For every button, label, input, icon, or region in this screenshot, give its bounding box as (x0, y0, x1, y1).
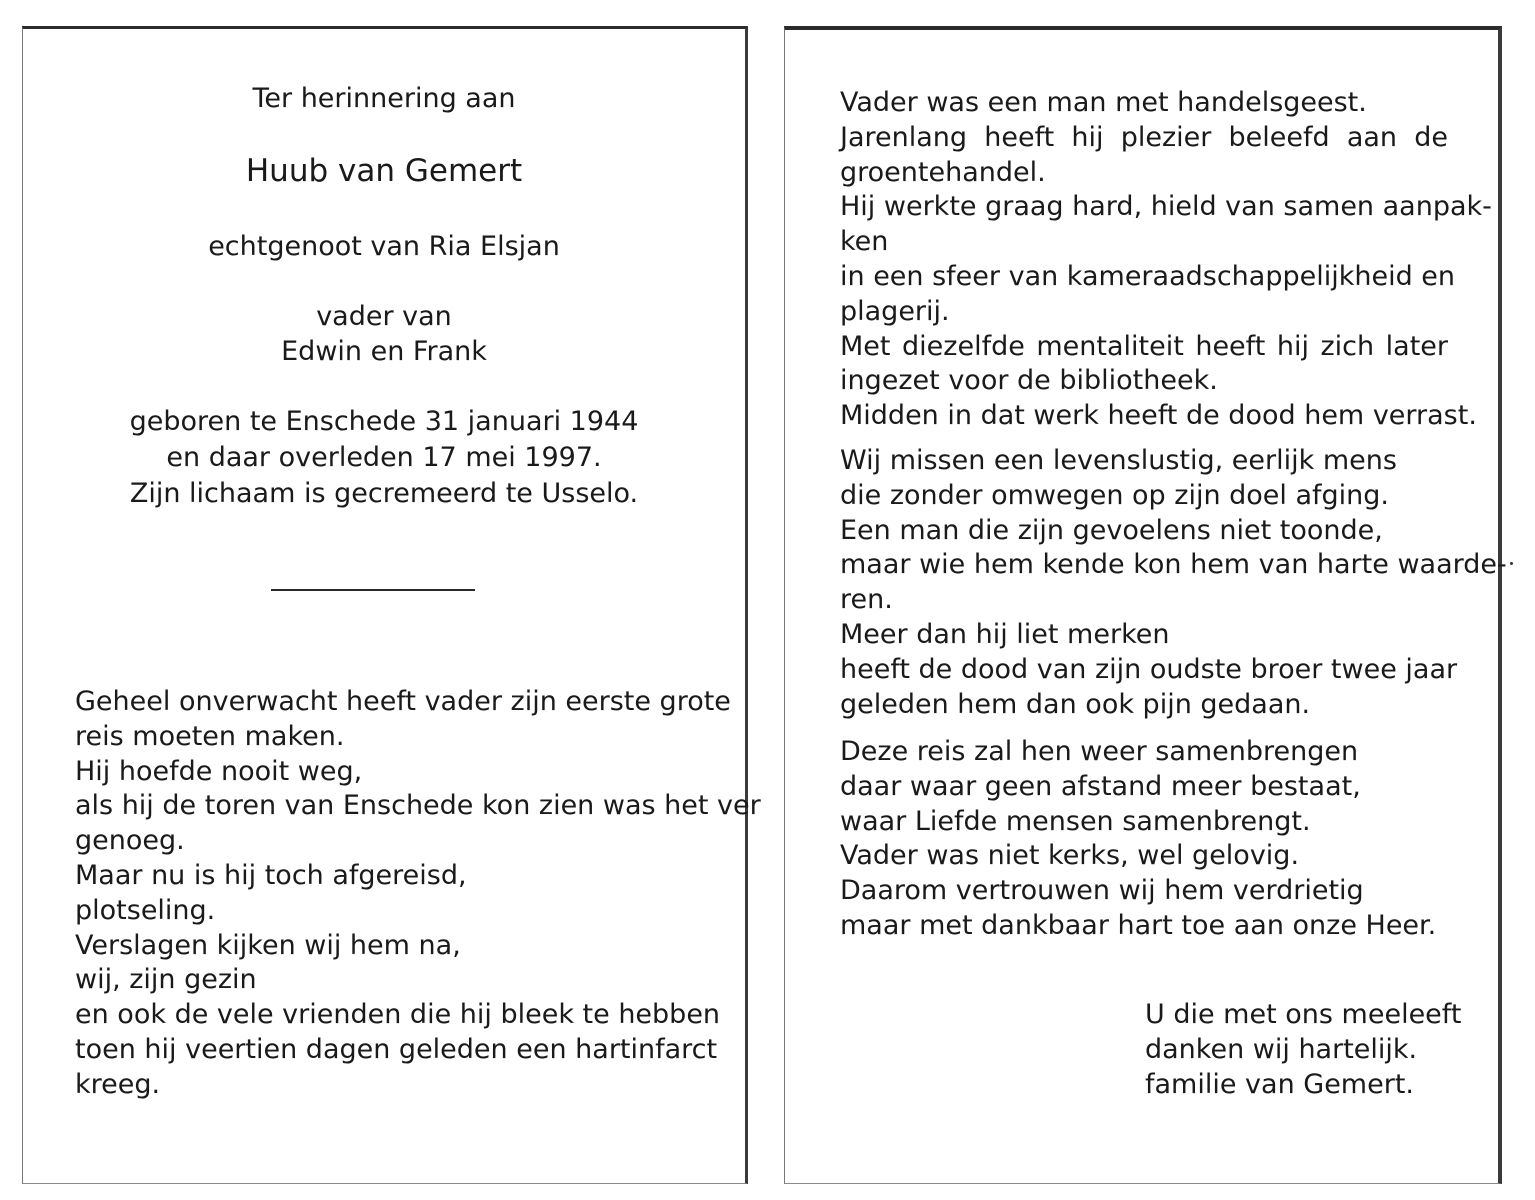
text-line: groentehandel. (840, 156, 1046, 188)
text-line: kreeg. (75, 1068, 161, 1100)
divider-rule (271, 589, 475, 591)
text-line: Maar nu is hij toch afgereisd, (75, 859, 467, 891)
intro-line: Ter herinnering aan (252, 83, 516, 114)
text-line: Deze reis zal hen weer samenbrengen (840, 736, 1359, 767)
text-line: geleden hem dan ook pijn gedaan. (840, 688, 1311, 720)
text-line: in een sfeer van kameraadschappelijkheid en (840, 260, 1456, 292)
text-line: Geheel onverwacht heeft vader zijn eerste grote (75, 686, 731, 717)
text-line: en ook de vele vrienden die hij bleek te hebben (75, 999, 721, 1031)
text-line: Vader was niet kerks, wel gelovig. (840, 840, 1300, 872)
text-line: Vader was een man met handelsgeest. (840, 87, 1367, 118)
text-line: ren. (840, 584, 893, 616)
text-line: Een man die zijn gevoelens niet toonde, (840, 514, 1383, 546)
text-line: reis moeten maken. (75, 720, 345, 752)
scan-speck (1510, 562, 1513, 565)
text-line: als hij de toren van Enschede kon zien was het ver (75, 790, 761, 822)
text-line: ingezet voor de bibliotheek. (840, 365, 1218, 397)
text-line: die zonder omwegen op zijn doel afging. (840, 479, 1390, 511)
text-line: U die met ons meeleeft (1145, 999, 1462, 1030)
spouse-line: echtgenoot van Ria Elsjan (208, 231, 560, 262)
left-poem (75, 685, 761, 1103)
text-line: familie van Gemert. (1145, 1068, 1414, 1100)
text-line: heeft de dood van zijn oudste broer twee jaar (840, 653, 1458, 685)
text-line: ken (840, 226, 889, 258)
birth-line: geboren te Enschede 31 januari 1944 (129, 406, 639, 437)
stanza-2 (840, 444, 1507, 722)
text-line: Verslagen kijken wij hem na, (75, 929, 461, 961)
text-line: Daarom vertrouwen wij hem verdrietig (840, 875, 1364, 907)
text-line: maar wie hem kende kon hem van harte waarde- (840, 549, 1507, 581)
children-line: Edwin en Frank (281, 336, 487, 367)
text-line: plagerij. (840, 295, 950, 327)
stanza-3 (840, 735, 1448, 944)
text-line: daar waar geen afstand meer bestaat, (840, 770, 1361, 802)
text-line: Wij missen een levenslustig, eerlijk mens (840, 445, 1397, 476)
text-line: genoeg. (75, 825, 185, 857)
text-line: Midden in dat werk heeft de dood hem verrast. (840, 400, 1477, 432)
text-line: Hij hoefde nooit weg, (75, 755, 363, 787)
text-line: Jarenlang heeft hij plezier beleefd aan de (840, 121, 1448, 153)
right-card (784, 26, 1507, 1184)
closing-thanks (1145, 998, 1462, 1102)
stanza-1 (840, 86, 1492, 434)
text-line: Hij werkte graag hard, hield van samen aanpak- (840, 191, 1492, 223)
death-line: en daar overleden 17 mei 1997. (166, 442, 602, 473)
text-line: wij, zijn gezin (75, 964, 257, 996)
father-of-line: vader van (316, 301, 452, 332)
text-line: toen hij veertien dagen geleden een hartinfarct (75, 1033, 718, 1065)
text-line: plotseling. (75, 894, 216, 926)
left-card (22, 26, 761, 1184)
cremation-line: Zijn lichaam is gecremeerd te Usselo. (129, 478, 639, 509)
deceased-name: Huub van Gemert (245, 153, 523, 189)
text-line: Meer dan hij liet merken (840, 618, 1170, 650)
text-line: maar met dankbaar hart toe aan onze Heer. (840, 909, 1437, 941)
text-line: waar Liefde mensen samenbrengt. (840, 805, 1311, 837)
text-line: danken wij hartelijk. (1145, 1033, 1418, 1065)
text-line: Met diezelfde mentaliteit heeft hij zich later (840, 330, 1448, 362)
